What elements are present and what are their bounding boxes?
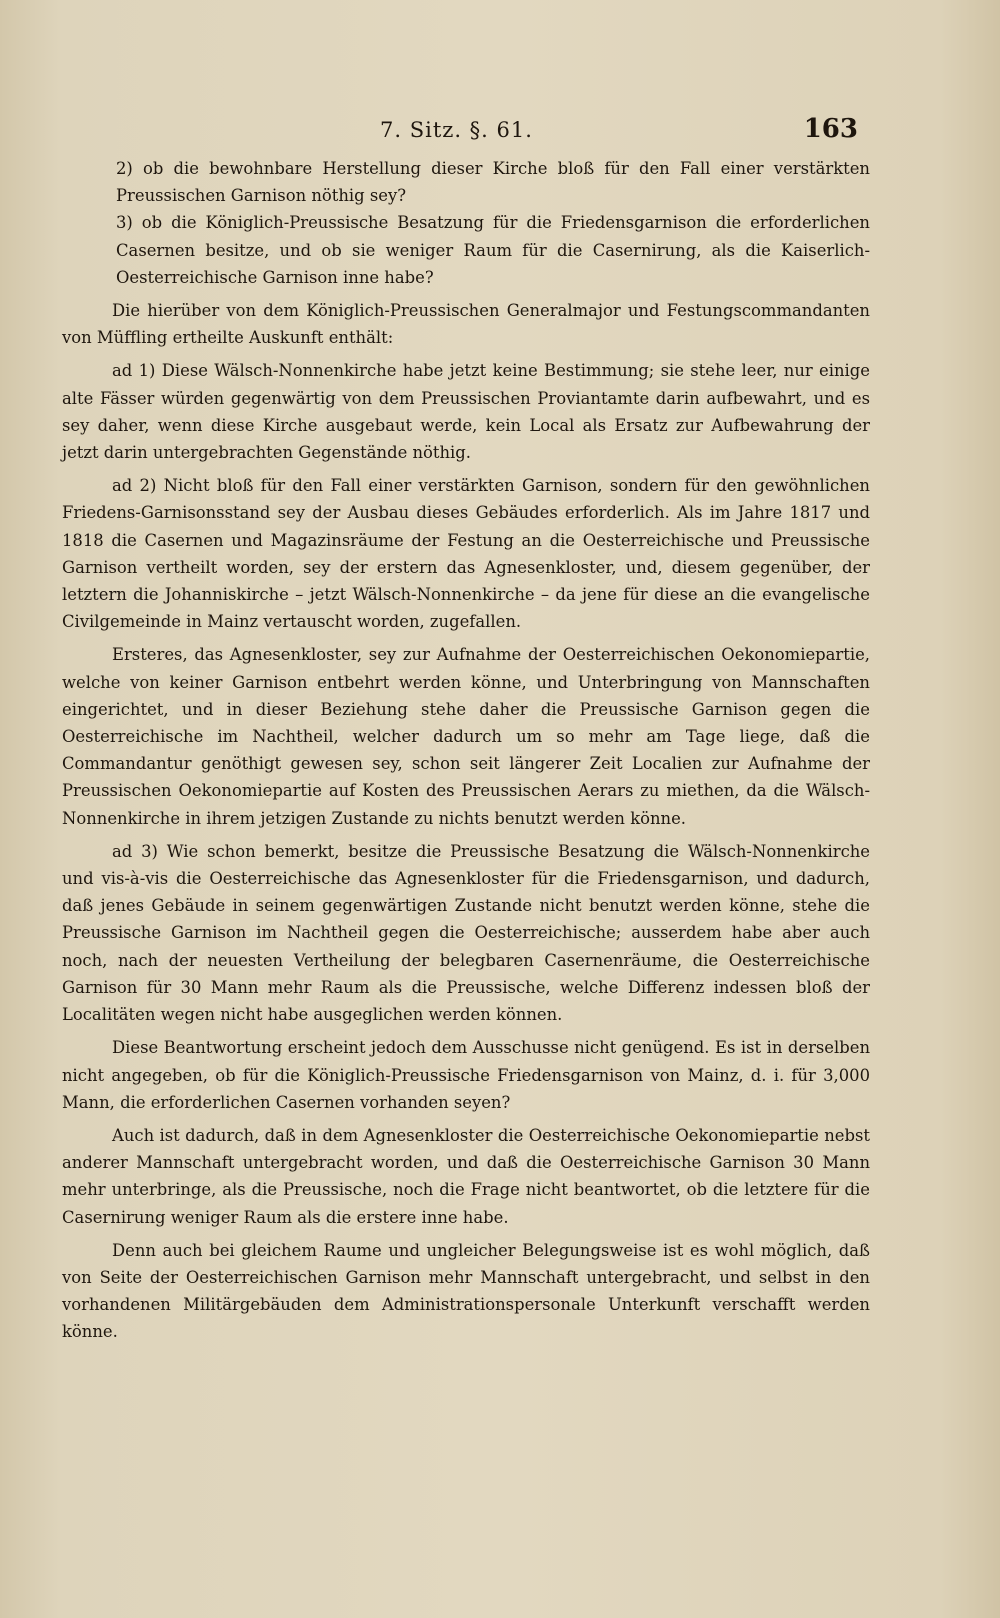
paragraph-response: Diese Beantwortung erscheint jedoch dem Ausschusse nicht genügend. Es ist in derselben nicht angegeben, ob für die Königlich-Preussische Friedensgarnison von Mainz, d. i. für 3,000 Mann, die erforderlichen Casernen vorhanden seyen? [62, 1038, 870, 1112]
paragraph-agnesenkloster: Ersteres, das Agnesenkloster, sey zur Aufnahme der Oesterreichischen Oekonomiepartie, welche von keiner Garnison entbehrt werden könne, und Unterbringung von Mannschaften eingerichtet, und in dieser Beziehung stehe daher die Preussische Garnison gegen die Oesterreichische im Nachtheil, welcher dadurch um so mehr am Tage liege, daß die Commandantur genöthigt gewesen sey, schon seit längerer Zeit Localien zur Aufnahme der Preussischen Oekonomiepartie auf Kosten des Preussischen Aerars zu miethen, da die Wälsch-Nonnenkirche in ihrem jetzigen Zustande zu nichts benutzt werden könne. [62, 645, 870, 828]
paragraph-denn: Denn auch bei gleichem Raume und ungleicher Belegungsweise ist es wohl möglich, daß von Seite der Oesterreichischen Garnison mehr Mannschaft untergebracht, und selbst in den vorhandenen Militärgebäuden dem Administrationspersonale Unterkunft verschafft werden könne. [62, 1240, 870, 1342]
paragraph-auch: Auch ist dadurch, daß in dem Agnesenkloster die Oesterreichische Oekonomiepartie nebst anderer Mannschaft untergebracht worden, und daß die Oesterreichische Garnison 30 Mann mehr unterbringe, als die Preussische, noch die Frage nicht beantwortet, ob die letztere für die Casernirung weniger Raum als die erstere inne habe. [62, 1125, 870, 1227]
question-2: 2) ob die bewohnbare Herstellung dieser Kirche bloß für den Fall einer verstärkten Preussischen Garnison nöthig sey? [116, 159, 870, 206]
paragraph-intro: Die hierüber von dem Königlich-Preussischen Generalmajor und Festungscommandanten von Müffling ertheilte Auskunft enthält: [62, 301, 870, 348]
paragraph-ad-3: ad 3) Wie schon bemerkt, besitze die Preussische Besatzung die Wälsch-Nonnenkirche und vis-à-vis die Oesterreichische das Agnesenkloster für die Friedensgarnison, und dadurch, daß jenes Gebäude in seinem gegenwärtigen Zustande nicht benutzt werden könne, stehe die Preussische Garnison im Nachtheil gegen die Oesterreichische; ausserdem habe aber auch noch, nach der neuesten Vertheilung der belegbaren Casernenräume, die Oesterreichische Garnison für 30 Mann mehr Raum als die Preussische, welche Differenz indessen bloß der Localitäten wegen nicht habe ausgeglichen werden können. [62, 841, 870, 1025]
page-number: 163 [803, 114, 858, 144]
running-head: 7. Sitz. §. 61. [380, 118, 533, 142]
paragraph-ad-1: ad 1) Diese Wälsch-Nonnenkirche habe jetzt keine Bestimmung; sie stehe leer, nur einige alte Fässer würden gegenwärtig von dem Preussischen Proviantamte darin aufbewahrt, und es sey daher, wenn diese Kirche ausgebaut werde, kein Local als Ersatz zur Aufbewahrung der jetzt darin untergebrachten Gegenstände nöthig. [62, 361, 870, 463]
paragraph-ad-2: ad 2) Nicht bloß für den Fall einer verstärkten Garnison, sondern für den gewöhnlichen Friedens-Garnisonsstand sey der Ausbau dieses Gebäudes erforderlich. Als im Jahre 1817 und 1818 die Casernen und Magazinsräume der Festung an die Oesterreichische und Preussische Garnison vertheilt worden, sey der erstern das Agnesenkloster, und, diesem gegenüber, der letztern die Johanniskirche – jetzt Wälsch-Nonnenkirche – da jene für diese an die evangelische Civilgemeinde in Mainz vertauscht worden, zugefallen. [62, 476, 870, 632]
page-header [0, 114, 1000, 154]
body-text [62, 155, 870, 1352]
question-3: 3) ob die Königlich-Preussische Besatzung für die Friedensgarnison die erforderlichen Casernen besitze, und ob sie weniger Raum für die Casernirung, als die Kaiserlich-Oesterreichische Garnison inne habe? [116, 213, 870, 287]
